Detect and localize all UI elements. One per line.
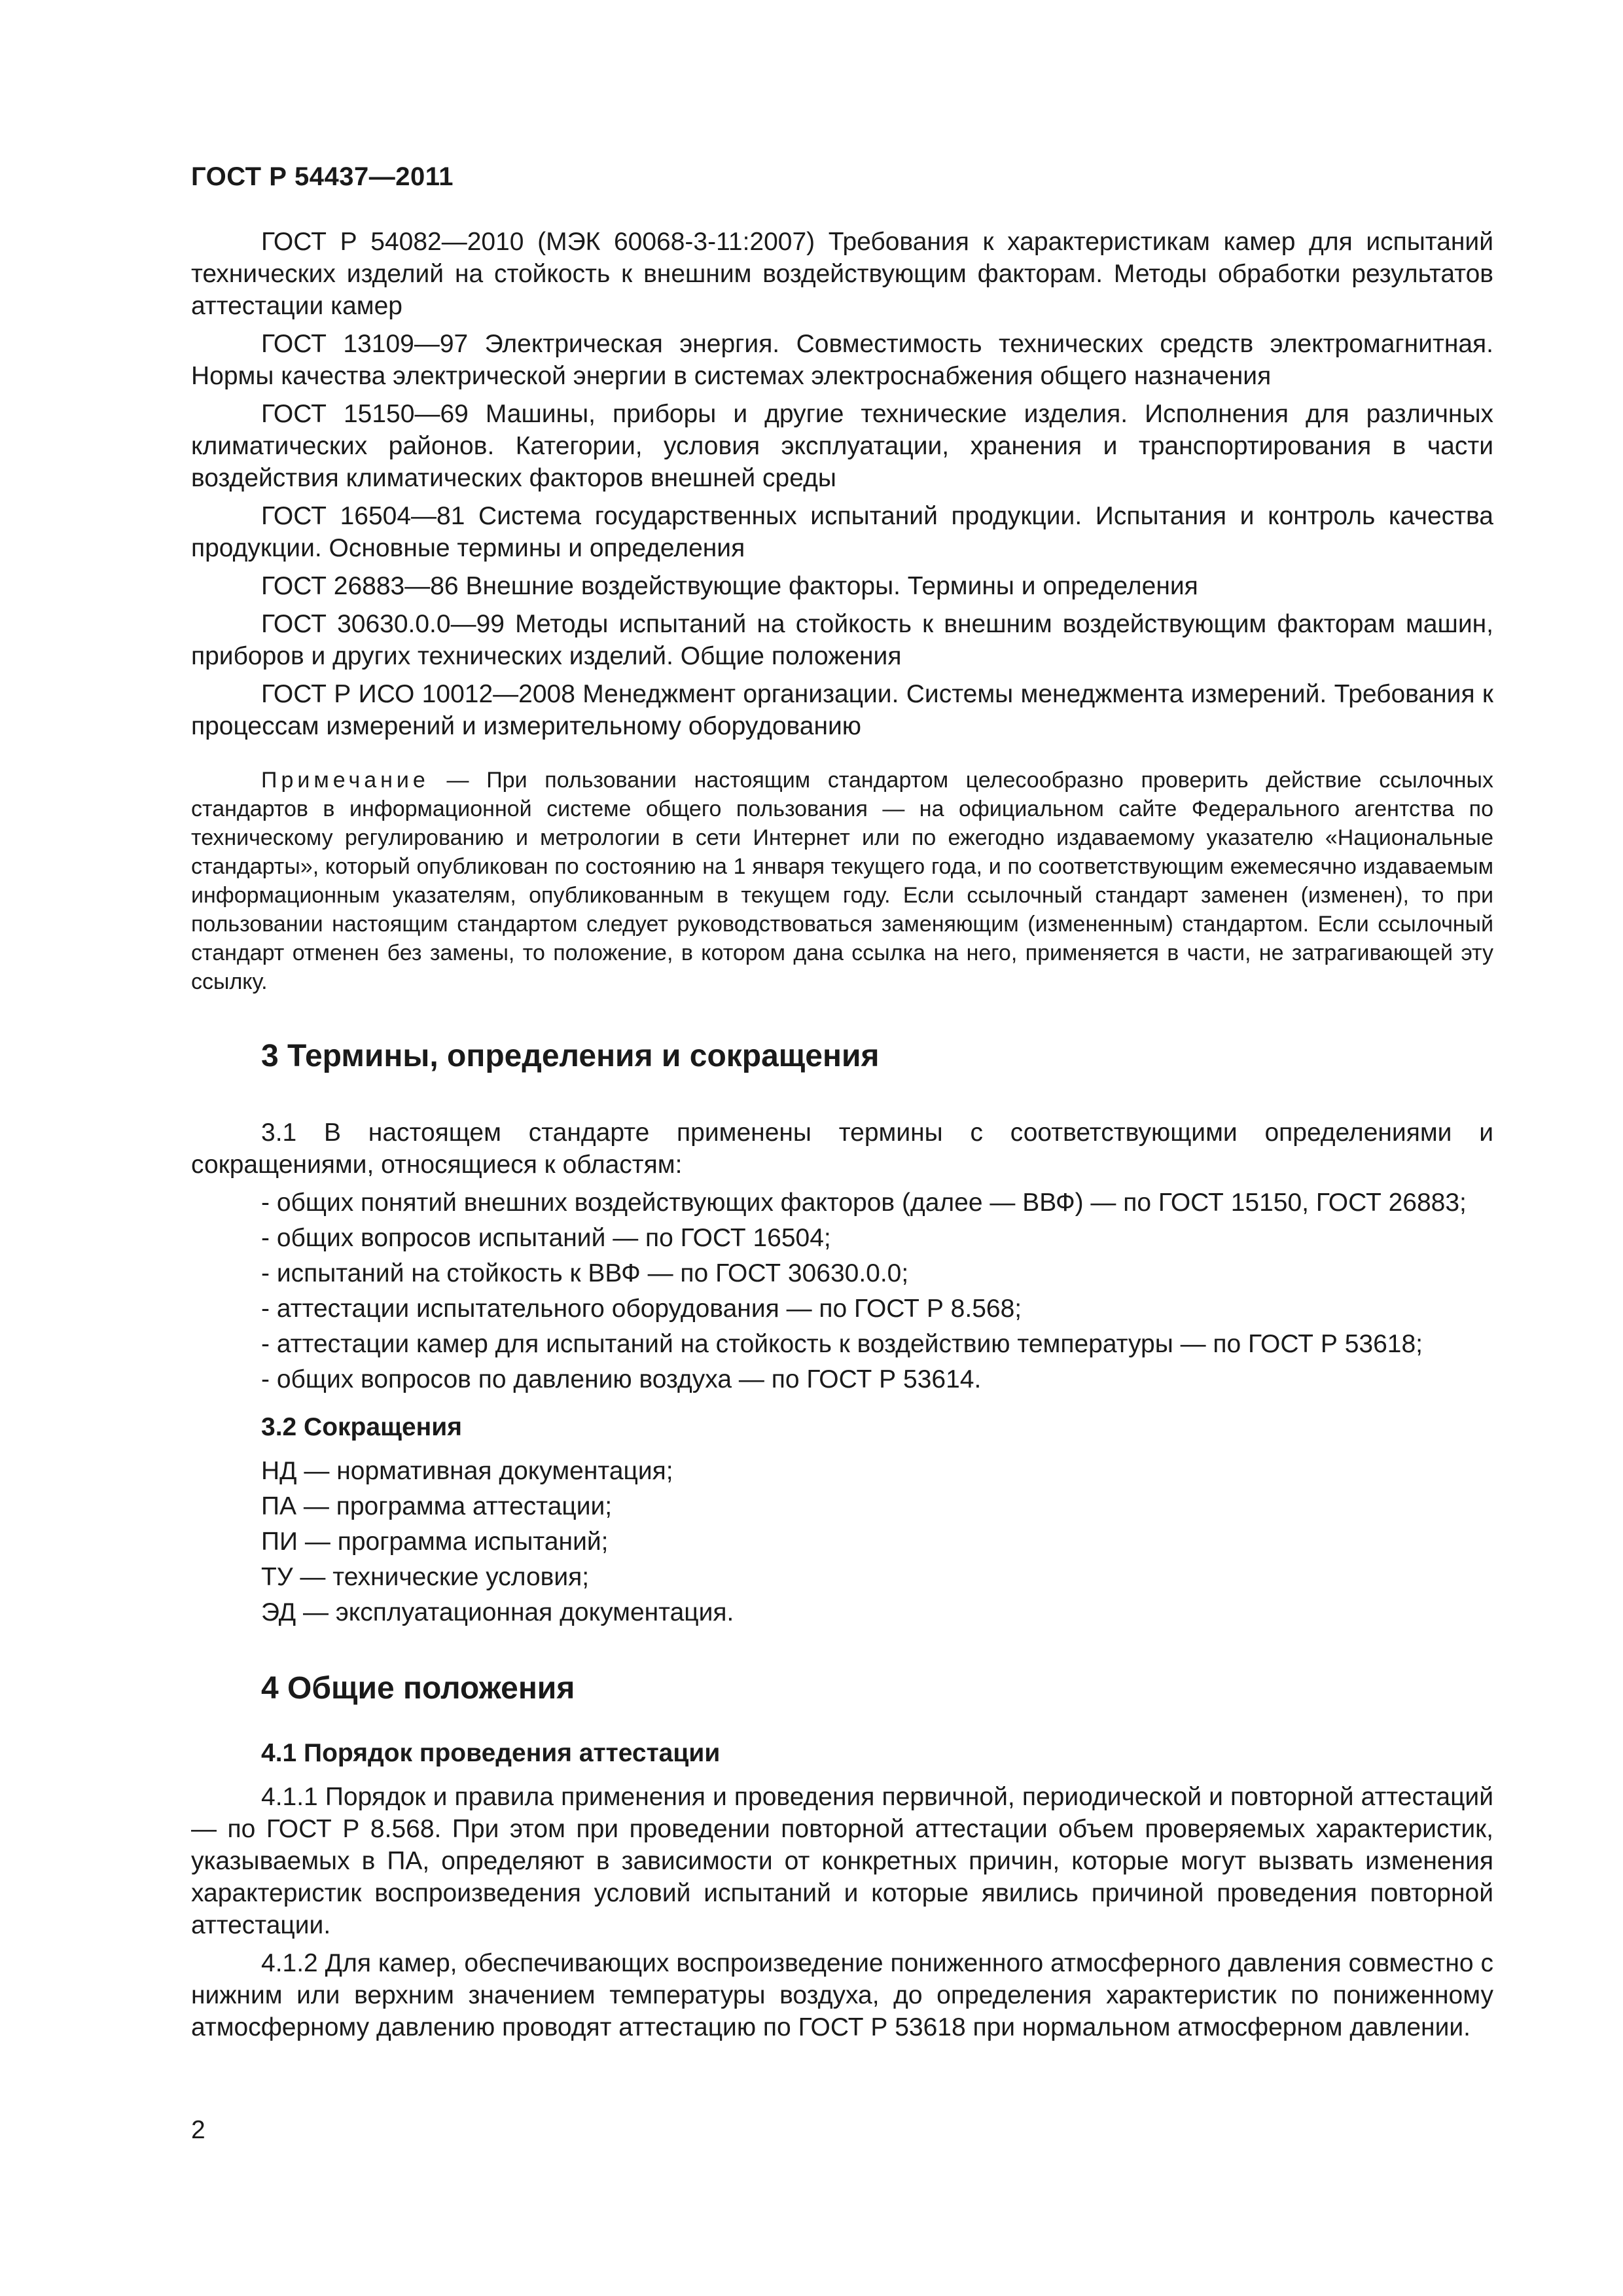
- reference-item: ГОСТ 26883—86 Внешние воздействующие факторы. Термины и определения: [261, 572, 1198, 600]
- abbreviation-item: ПИ — программа испытаний;: [261, 1528, 609, 1556]
- abbreviation-item: ТУ — технические условия;: [261, 1563, 590, 1591]
- section-3-intro: 3.1 В настоящем стандарте применены термины с соответствующими определениями и сокращениями, относящиеся к областям:: [191, 1119, 1493, 1179]
- reference-item: ГОСТ 16504—81 Система государственных испытаний продукции. Испытания и контроль качества продукции. Основные термины и определения: [191, 502, 1493, 562]
- section-4-heading: 4 Общие положения: [261, 1671, 575, 1706]
- list-item: - общих вопросов испытаний — по ГОСТ 16504;: [261, 1224, 831, 1252]
- list-item: - аттестации испытательного оборудования — по ГОСТ Р 8.568;: [261, 1295, 1022, 1323]
- list-item: - испытаний на стойкость к ВВФ — по ГОСТ 30630.0.0;: [261, 1259, 909, 1287]
- normative-references: [191, 226, 1493, 742]
- paragraph-4-1-1: 4.1.1 Порядок и правила применения и проведения первичной, периодической и повторной аттестаций — по ГОСТ Р 8.568. При этом при проведении повторной аттестации объем проверяемых характеристик, указываемых в ПА, определяют в зависимости от конкретных причин, которые могут вызвать изменения характеристик воспроизведения условий испытаний и которые явились причиной проведения повторной аттестации.: [191, 1783, 1493, 1939]
- abbreviations-heading: 3.2 Сокращения: [261, 1413, 462, 1441]
- reference-item: ГОСТ Р ИСО 10012—2008 Менеджмент организации. Системы менеджмента измерений. Требования к процессам измерений и измерительному оборудованию: [191, 680, 1493, 740]
- paragraph-4-1-2: 4.1.2 Для камер, обеспечивающих воспроизведение пониженного атмосферного давления совместно с нижним или верхним значением температуры воздуха, до определения характеристик по пониженному атмосферному давлению проводят аттестацию по ГОСТ Р 53618 при нормальном атмосферном давлении.: [191, 1949, 1493, 2041]
- abbreviation-item: ЭД — эксплуатационная документация.: [261, 1598, 734, 1626]
- page-number: 2: [191, 2116, 205, 2144]
- abbreviations-list: [191, 1455, 1493, 1628]
- subsection-4-1-heading: 4.1 Порядок проведения аттестации: [261, 1739, 721, 1767]
- note-paragraph: [191, 766, 1493, 996]
- reference-item: ГОСТ 13109—97 Электрическая энергия. Совместимость технических средств электромагнитная. Нормы качества электрической энергии в системах электроснабжения общего назначения: [191, 330, 1493, 390]
- terms-areas-list: [191, 1187, 1493, 1395]
- reference-item: ГОСТ Р 54082—2010 (МЭК 60068-3-11:2007) Требования к характеристикам камер для испытаний технических изделий на стойкость к внешним воздействующим факторам. Методы обработки результатов аттестации камер: [191, 228, 1493, 320]
- list-item: - аттестации камер для испытаний на стойкость к воздействию температуры — по ГОСТ Р 53618;: [261, 1330, 1423, 1358]
- document-code-header: ГОСТ Р 54437—2011: [191, 162, 454, 191]
- section-3-heading: 3 Термины, определения и сокращения: [261, 1039, 880, 1073]
- note-text: — При пользовании настоящим стандартом целесообразно проверить действие ссылочных стандартов в информационной системе общего пользования — на официальном сайте Федерального агентства по техническому регулированию и метрологии в сети Интернет или по ежегодно издаваемому указателю «Национальные стандарты», который опубликован по состоянию на 1 января текущего года, и по соответствующим ежемесячно издаваемым информационным указателям, опубликованным в текущем году. Если ссылочный стандарт заменен (изменен), то при пользовании настоящим стандартом следует руководствоваться заменяющим (измененным) стандартом. Если ссылочный стандарт отменен без замены, то положение, в котором дана ссылка на него, применяется в части, не затрагивающей эту ссылку.: [191, 768, 1493, 994]
- list-item: - общих понятий внешних воздействующих факторов (далее — ВВФ) — по ГОСТ 15150, ГОСТ 26883;: [261, 1189, 1467, 1217]
- abbreviation-item: ПА — программа аттестации;: [261, 1492, 613, 1520]
- reference-item: ГОСТ 15150—69 Машины, приборы и другие технические изделия. Исполнения для различных климатических районов. Категории, условия эксплуатации, хранения и транспортирования в части воздействия климатических факторов внешней среды: [191, 400, 1493, 492]
- reference-item: ГОСТ 30630.0.0—99 Методы испытаний на стойкость к внешним воздействующим факторам машин, приборов и других технических изделий. Общие положения: [191, 610, 1493, 670]
- abbreviation-item: НД — нормативная документация;: [261, 1457, 673, 1485]
- page-content: [191, 226, 1493, 2049]
- note-label: Примечание: [261, 768, 429, 793]
- list-item: - общих вопросов по давлению воздуха — по ГОСТ Р 53614.: [261, 1365, 982, 1393]
